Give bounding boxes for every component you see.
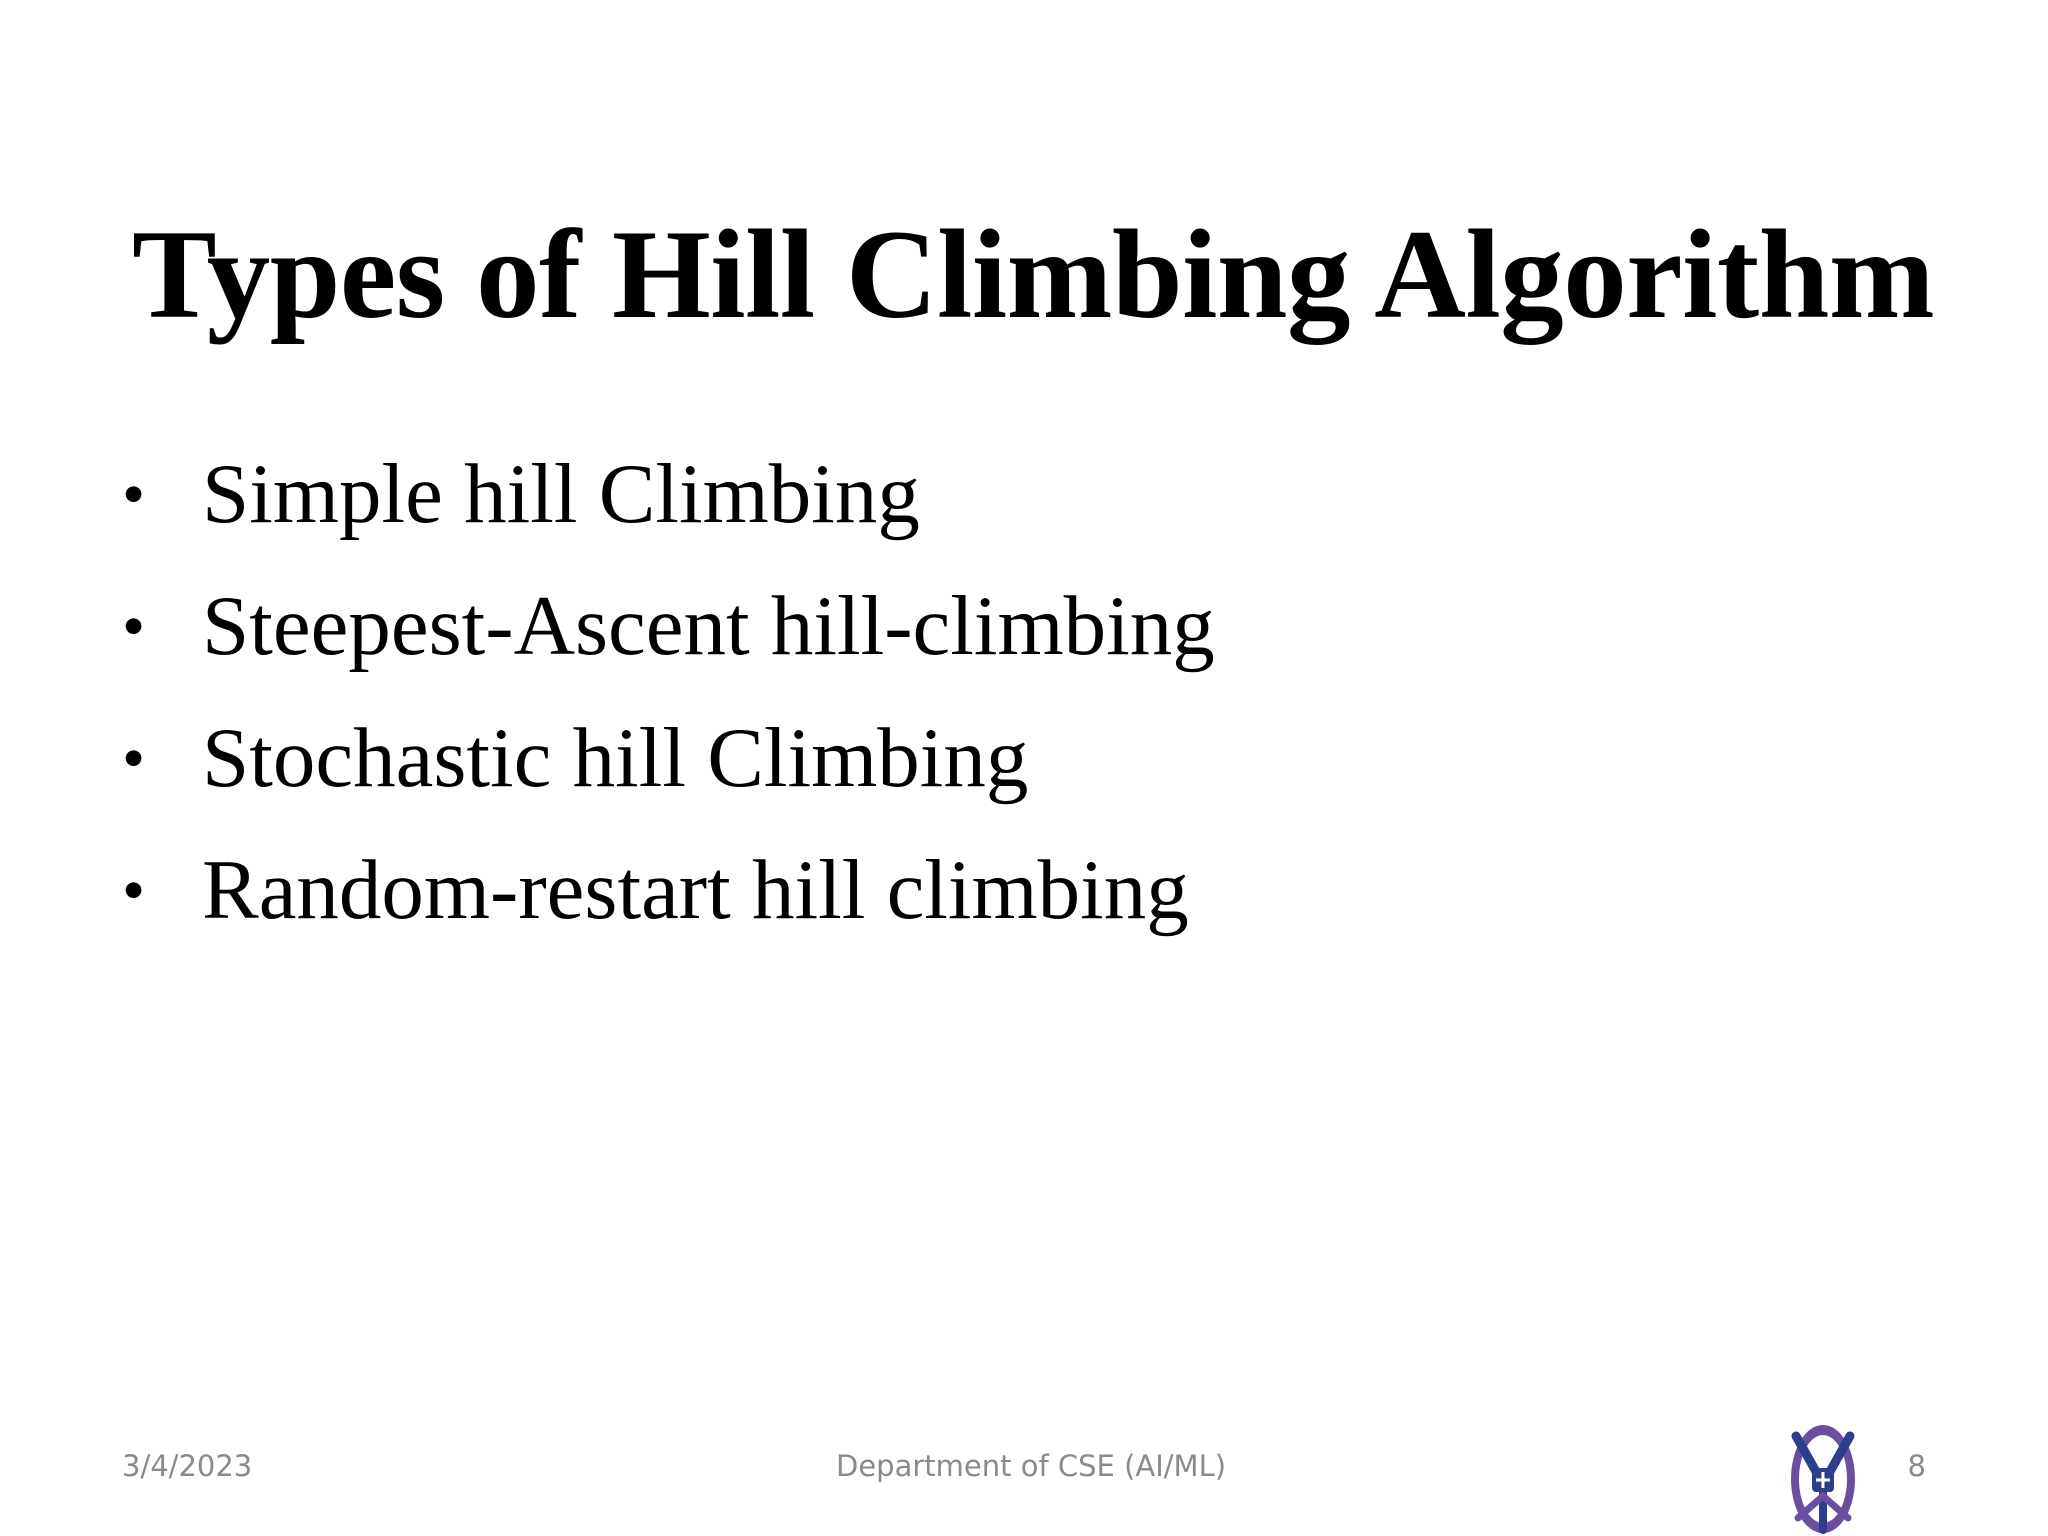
institution-logo-icon xyxy=(1788,1422,1858,1536)
bullet-text: Stochastic hill Climbing xyxy=(202,711,1029,805)
footer-date: 3/4/2023 xyxy=(122,1449,253,1483)
page-number: 8 xyxy=(1907,1449,1926,1483)
bullet-text: Simple hill Climbing xyxy=(202,447,920,541)
slide-title: Types of Hill Climbing Algorithm xyxy=(132,205,1935,345)
bullet-text: Random-restart hill climbing xyxy=(202,843,1189,937)
bullet-icon: • xyxy=(122,590,146,663)
bullet-text: Steepest-Ascent hill-climbing xyxy=(202,579,1215,673)
footer-department: Department of CSE (AI/ML) xyxy=(836,1449,1227,1483)
bullet-icon: • xyxy=(122,722,146,795)
bullet-icon: • xyxy=(122,458,146,531)
bullet-icon: • xyxy=(122,854,146,927)
